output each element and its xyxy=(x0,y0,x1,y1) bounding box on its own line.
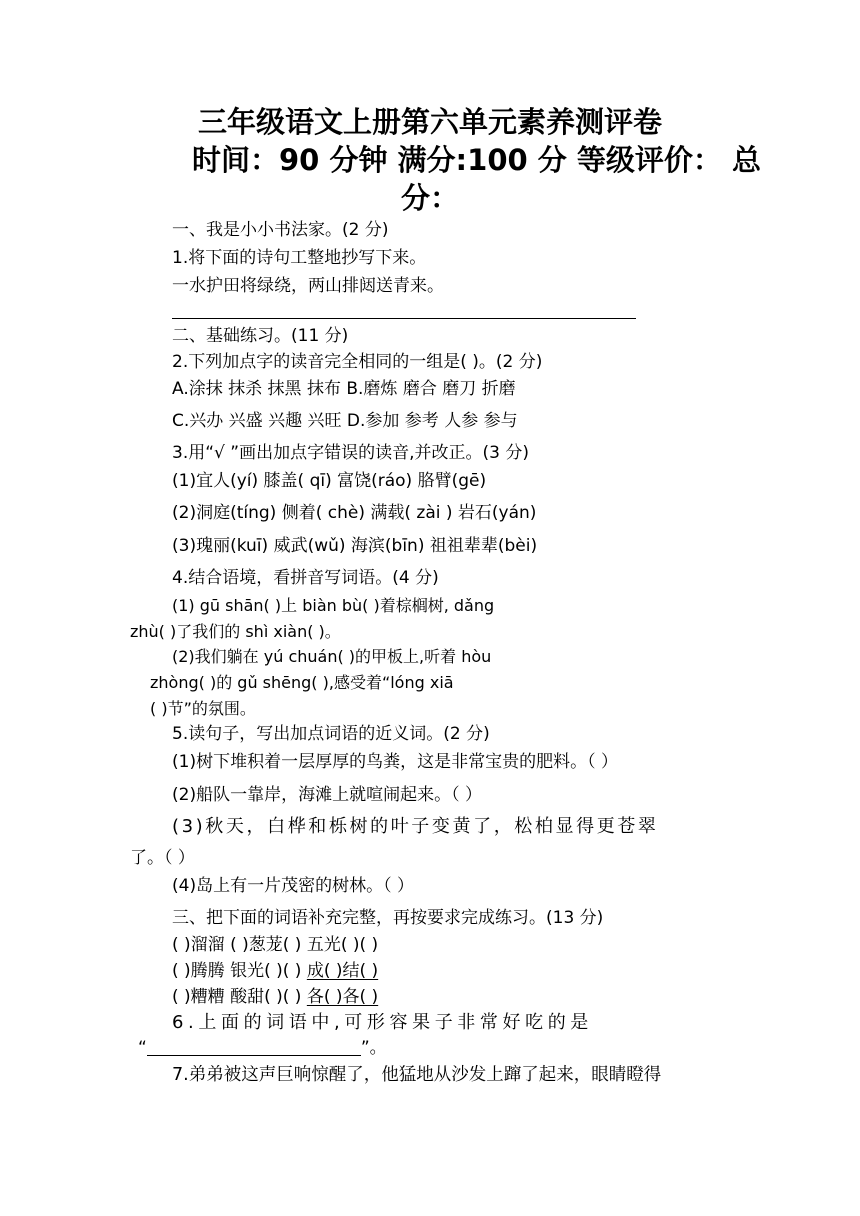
question-4-part-1a: (1) gū shān( )上 biàn bù( )着棕榈树, dǎng xyxy=(172,596,495,615)
section-2-heading: 二、基础练习。(11 分) xyxy=(172,326,349,346)
answer-blank xyxy=(147,1037,361,1056)
question-4-part-2a: (2)我们躺在 yú chuán( )的甲板上,听着 hòu xyxy=(172,647,492,666)
open-quote: “ xyxy=(138,1038,147,1058)
question-4-part-1b: zhù( )了我们的 shì xiàn( )。 xyxy=(130,622,341,641)
question-3-row-2: (2)洞庭(tíng) 侧着( chè) 满载( zài ) 岩石(yán) xyxy=(172,503,537,523)
question-5: 5.读句子，写出加点词语的近义词。(2 分) xyxy=(172,724,490,744)
section-3-heading: 三、把下面的词语补充完整，再按要求完成练习。(13 分) xyxy=(172,908,604,928)
question-6-blank xyxy=(138,1036,387,1060)
question-1: 1.将下面的诗句工整地抄写下来。 xyxy=(172,248,427,268)
question-4-part-2c: ( )节”的氛围。 xyxy=(150,699,256,718)
exam-title: 三年级语文上册第六单元素养测评卷 xyxy=(197,105,662,139)
copy-answer-line xyxy=(172,318,636,319)
word-row-3-underlined: 各( )各( ) xyxy=(306,987,379,1007)
question-2-options-cd: C.兴办 兴盛 兴趣 兴旺 D.参加 参考 人参 参与 xyxy=(172,411,518,431)
question-5-row-2: (2)船队一靠岸，海滩上就喧闹起来。（ ） xyxy=(172,785,482,805)
exam-meta: 时间：90 分钟 满分:100 分 等级评价： 总 xyxy=(192,143,761,177)
word-row-2 xyxy=(172,959,378,983)
word-row-2-underlined: 成( )结( ) xyxy=(306,961,379,981)
word-row-2-left: ( )腾腾 银光( )( ) xyxy=(172,961,307,981)
word-row-3 xyxy=(172,985,378,1009)
question-5-row-3b: 了。（ ） xyxy=(130,848,195,868)
question-4-part-2b: zhòng( )的 gǔ shēng( ),感受着“lóng xiā xyxy=(150,673,454,692)
question-5-row-3a: (3)秋天，白桦和栎树的叶子变黄了，松柏显得更苍翠 xyxy=(172,816,659,837)
question-2: 2.下列加点字的读音完全相同的一组是( )。(2 分) xyxy=(172,352,543,372)
word-row-1: ( )溜溜 ( )葱茏( ) 五光( )( ) xyxy=(172,935,379,955)
section-1-heading: 一、我是小小书法家。(2 分) xyxy=(172,220,389,240)
exam-meta-total: 分： xyxy=(400,181,459,215)
close-quote: ”。 xyxy=(360,1038,387,1058)
question-3: 3.用“√ ”画出加点字错误的读音,并改正。(3 分) xyxy=(172,443,529,463)
question-7: 7.弟弟被这声巨响惊醒了，他猛地从沙发上蹿了起来，眼睛瞪得 xyxy=(172,1065,662,1085)
question-5-row-4: (4)岛上有一片茂密的树林。（ ） xyxy=(172,876,414,896)
question-5-row-1: (1)树下堆积着一层厚厚的鸟粪，这是非常宝贵的肥料。（ ） xyxy=(172,752,618,772)
word-row-3-left: ( )糟糟 酸甜( )( ) xyxy=(172,987,307,1007)
question-2-options-ab: A.涂抹 抹杀 抹黑 抹布 B.磨炼 磨合 磨刀 折磨 xyxy=(172,379,516,399)
poem-line: 一水护田将绿绕，两山排闼送青来。 xyxy=(172,276,444,296)
question-4: 4.结合语境，看拼音写词语。(4 分) xyxy=(172,568,439,588)
question-3-row-3: (3)瑰丽(kuī) 威武(wǔ) 海滨(bīn) 祖祖辈辈(bèi) xyxy=(172,536,538,556)
question-3-row-1: (1)宜人(yí) 膝盖( qī) 富饶(ráo) 胳臂(gē) xyxy=(172,471,487,491)
question-6: 6.上面的词语中,可形容果子非常好吃的是 xyxy=(172,1012,593,1033)
